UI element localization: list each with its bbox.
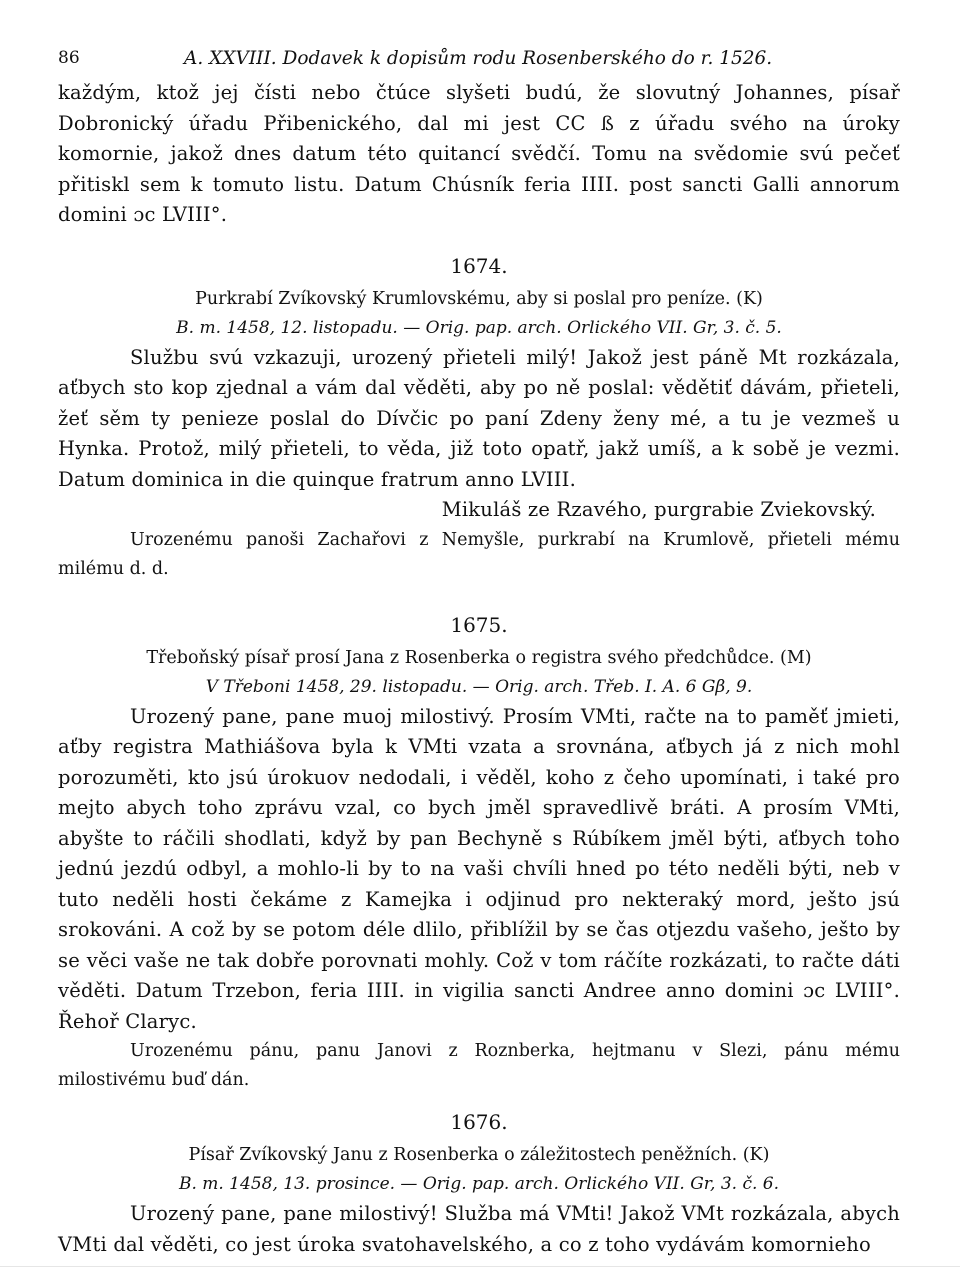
entry-summary: Třeboňský písař prosí Jana z Rosenberka o registra svého předchůdce. (M) <box>146 647 812 668</box>
running-head: A. XXVIII. Dodavek k dopisům rodu Rosenberského do r. 1526. <box>184 48 773 69</box>
document-page <box>58 42 900 1260</box>
entry-body: Službu svú vzkazuji, urozený přieteli milý! Jakož jest páně Mt rozkázala, aťbych sto kop zjednal a vám dal věděti, aby po ně poslal: vědětiť dávám, přieteli, žeť sěm ty penieze poslal do Dívčic po paní Zdeny ženy mé, a tu je vezmeš u Hynka. Protož, milý přieteli, to věda, již toto opatř, jakž umíš, a k sobě je vezmi. Datum dominica in die quinque fratrum anno LVIII. <box>58 345 900 491</box>
entry-number: 1674. <box>450 253 508 278</box>
entry-source: V Třeboni 1458, 29. listopadu. — Orig. arch. Třeb. I. A. 6 Gβ, 9. <box>205 676 753 697</box>
entry-number: 1676. <box>450 1110 508 1134</box>
entry-summary: Purkrabí Zvíkovský Krumlovskému, aby si poslal pro peníze. (K) <box>195 288 763 309</box>
entry-address: Urozenému pánu, panu Janovi z Roznberka, hejtmanu v Slezi, pánu mému milostivému buď dán. <box>58 1041 900 1090</box>
letter-entry-1674 <box>58 251 900 584</box>
entry-source: B. m. 1458, 13. prosince. — Orig. pap. arch. Orlického VII. Gr, 3. č. 6. <box>178 1174 780 1194</box>
page-number: 86 <box>58 48 80 68</box>
entry-number: 1675. <box>450 612 508 637</box>
page-header <box>58 42 900 78</box>
entry-summary: Písař Zvíkovský Janu z Rosenberka o záležitostech peněžních. (K) <box>188 1145 770 1165</box>
entry-body: Urozený pane, pane muoj milostivý. Prosím VMti, račte na to paměť jmieti, aťby registra Mathiášova byla k VMti vzata a srovnána, aťbych já z nich mohl porozuměti, kto jsú úrokuov nedodali, i věděl, koho z čeho upomínati, i také pro mejto abych toho zprávu vzal, co bych jměl spravedlivě bráti. A prosím VMti, abyšte to ráčili shodlati, když by pan Bechyně s Rúbíkem jměl býti, aťbych toho jednú jezdú odbyl, a mohlo-li by to na vaši chvíli hned po této neděli býti, neb v tuto neděli hosti čekáme z Kamejka i odjinud pro nekteraký mord, ješto jsú srokováni. A což by se potom déle dlilo, přiblížil by se čas otjezdu vašeho, ješto by se věci vaše ne tak dobře porovnati mohly. Což v tom ráčíte rozkázati, to račte dáti věděti. Datum Trzebon, feria IIII. in vigilia sancti Andree anno domini ɔc LVIII°. Řehoř Claryc. <box>58 704 900 1033</box>
letter-entry-1676 <box>58 1107 900 1260</box>
entry-source: B. m. 1458, 12. listopadu. — Orig. pap. arch. Orlického VII. Gr, 3. č. 5. <box>176 317 782 338</box>
intro-paragraph: každým, ktož jej čísti nebo čtúce slyšeti budú, že slovutný Johannes, písař Dobronický úřadu Přibenického, dal mi jest CC ß z úřadu svého na úroky komornie, jakož dnes datum této quitancí svědčí. Tomu na svědomie svú pečeť přitiskl sem k tomuto listu. Datum Chúsník feria IIII. post sancti Galli annorum domini ɔc LVIII°. <box>58 81 900 226</box>
entry-address: Urozenému panoši Zachařovi z Nemyšle, purkrabí na Krumlově, přieteli mému milému d. d. <box>58 529 900 579</box>
entry-body: Urozený pane, pane milostivý! Služba má VMti! Jakož VMt rozkázala, abych VMti dal věděti, co jest úroka svatohavelského, a co z toho vydávám komornieho <box>58 1202 900 1256</box>
letter-entry-1675 <box>58 610 900 1096</box>
entry-signature: Mikuláš ze Rzavého, purgrabie Zviekovský. <box>441 498 876 521</box>
bottom-rule <box>0 1266 960 1267</box>
